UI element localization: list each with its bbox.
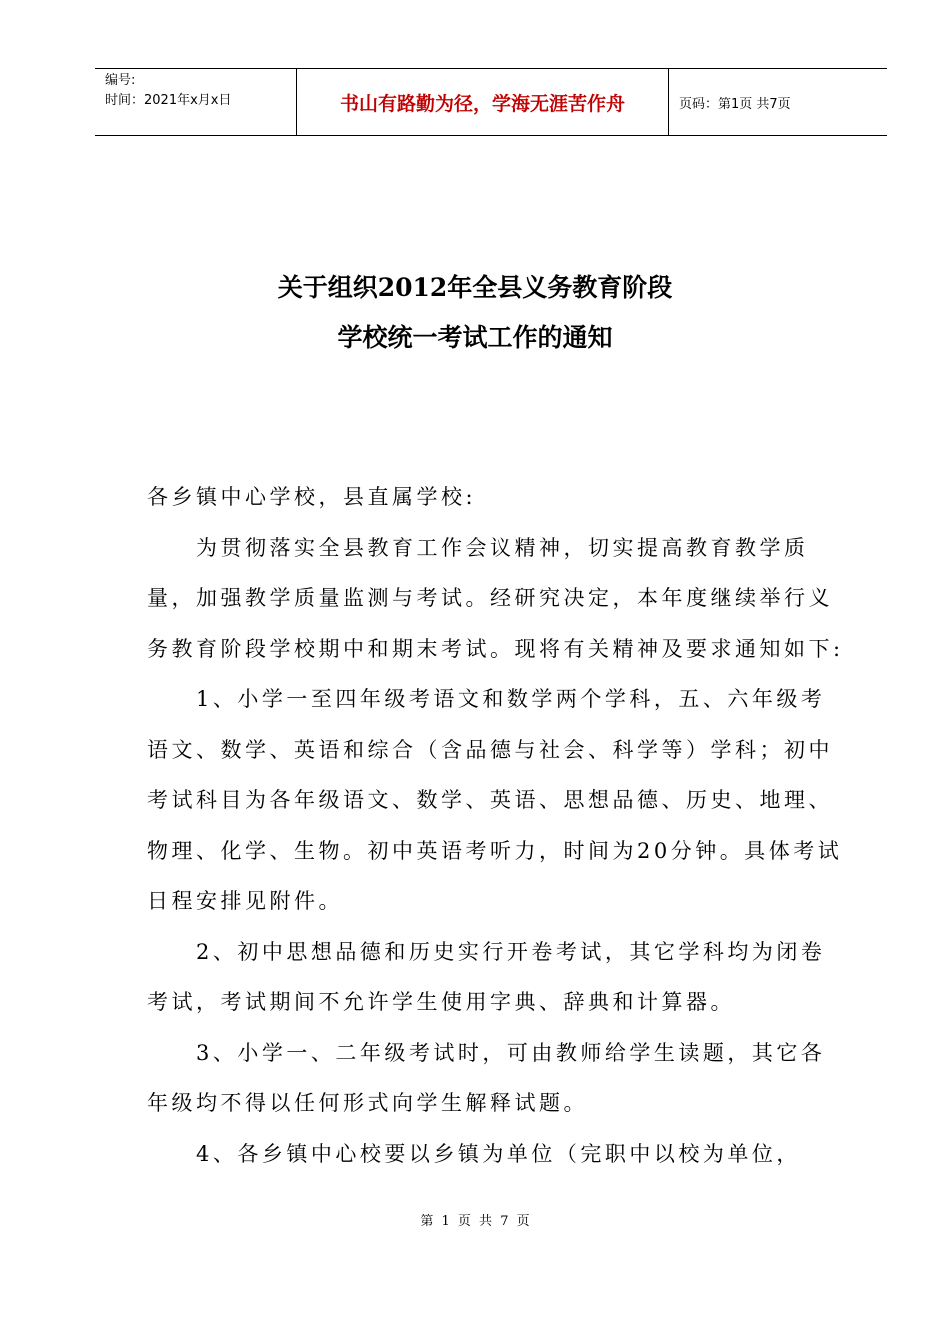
paragraph-item-3: 3、小学一、二年级考试时，可由教师给学生读题，其它各年级均不得以任何形式向学生解释试题。 <box>147 1040 826 1115</box>
document-time-label: 时间：2021年x月x日 <box>105 93 232 108</box>
header-meta <box>95 69 297 135</box>
header-motto: 书山有路勤为径，学海无涯苦作舟 <box>297 69 669 135</box>
paragraph-item-1: 1、小学一至四年级考语文和数学两个学科，五、六年级考语文、数学、英语和综合（含品德与社会、科学等）学科；初中考试科目为各年级语文、数学、英语、思想品德、历史、地理、物理、化学、生物。初中英语考听力，时间为20分钟。具体考试日程安排见附件。 <box>147 687 843 913</box>
document-body <box>147 472 847 1179</box>
paragraph-intro: 为贯彻落实全县教育工作会议精神，切实提高教育教学质量，加强教学质量监测与考试。经研究决定，本年度继续举行义务教育阶段学校期中和期末考试。现将有关精神及要求通知如下: <box>147 535 844 661</box>
page-footer: 第 1 页 共 7 页 <box>420 1214 530 1229</box>
document-number-label: 编号: <box>105 73 136 88</box>
salutation: 各乡镇中心学校，县直属学校: <box>147 485 477 509</box>
header-page-info: 页码：第1页 共7页 <box>679 96 791 112</box>
document-title-line-1: 关于组织2012年全县义务教育阶段 <box>277 273 673 302</box>
paragraph-item-4: 4、各乡镇中心校要以乡镇为单位（完职中以校为单位， <box>196 1141 801 1166</box>
paragraph-item-2: 2、初中思想品德和历史实行开卷考试，其它学科均为闭卷考试，考试期间不允许学生使用字典、辞典和计算器。 <box>147 939 826 1014</box>
document-header <box>95 68 887 136</box>
document-title-line-2: 学校统一考试工作的通知 <box>337 323 613 352</box>
